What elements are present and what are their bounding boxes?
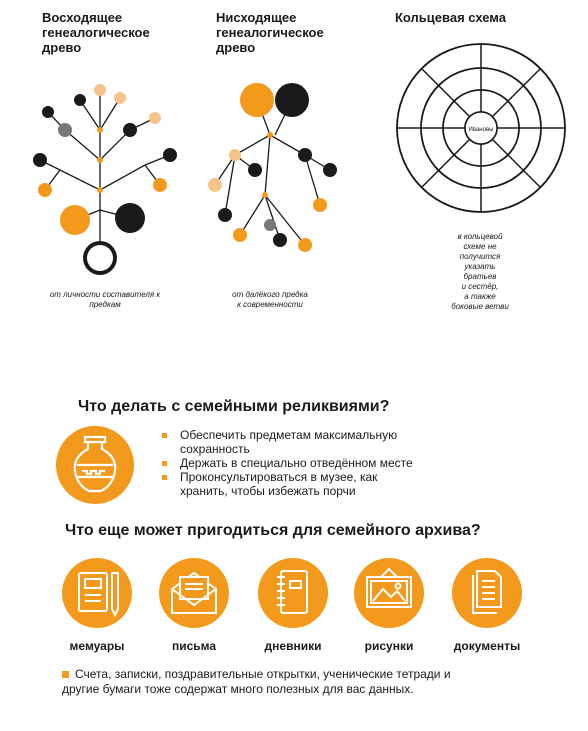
- archive-heading: Что еще может пригодиться для семейного архива?: [65, 522, 481, 539]
- descending-tree-title: [216, 10, 324, 55]
- title-line: генеалогическое: [216, 25, 324, 40]
- title-line: Нисходящее: [216, 10, 297, 25]
- caption-line: от далёкого предка: [232, 290, 308, 299]
- diary-icon: [257, 557, 329, 629]
- category-label-documents: документы: [453, 639, 521, 653]
- category-label-letters: письма: [171, 639, 217, 653]
- ring-scheme-diagram: [395, 42, 567, 214]
- footer-line: другие бумаги тоже содержат много полезных для вас данных.: [62, 682, 414, 696]
- ring-scheme-caption: [440, 232, 520, 312]
- caption-line: и сестёр,: [461, 282, 499, 291]
- caption-line: от личности составителя к: [49, 290, 161, 299]
- category-label-memoirs: мемуары: [69, 639, 125, 653]
- archive-footer-note: [62, 667, 542, 697]
- caption-line: получится: [459, 252, 501, 261]
- caption-line: а также: [464, 292, 496, 301]
- bullet-square-icon: [62, 671, 69, 678]
- notebook-pencil-icon: [61, 557, 133, 629]
- item-line: сохранность: [180, 442, 250, 456]
- ascending-tree-diagram: [20, 70, 190, 280]
- descending-tree-diagram: [195, 75, 345, 265]
- title-line: древо: [42, 40, 82, 55]
- ring-center-label: Ивановы: [468, 127, 494, 133]
- vase-icon: [55, 425, 135, 505]
- footer-line: Счета, записки, поздравительные открытки, ученические тетради и: [75, 667, 451, 681]
- category-label-diaries: дневники: [264, 639, 322, 653]
- item-line: Держать в специально отведённом месте: [180, 456, 413, 470]
- caption-line: схеме не: [463, 242, 497, 251]
- caption-line: боковые ветви: [451, 302, 509, 311]
- ascending-tree-title: [42, 10, 150, 55]
- caption-line: к современности: [237, 300, 303, 309]
- descending-tree-caption: [195, 290, 345, 310]
- title-line: Восходящее: [42, 10, 123, 25]
- caption-line: предкам: [89, 300, 121, 309]
- item-line: Обеспечить предметам максимальную: [180, 428, 398, 442]
- item-line: Проконсультироваться в музее, как: [180, 470, 378, 484]
- item-line: хранить, чтобы избежать порчи: [180, 484, 356, 498]
- title-line: генеалогическое: [42, 25, 150, 40]
- title-line: древо: [216, 40, 256, 55]
- ring-scheme-title: Кольцевая схема: [395, 10, 506, 25]
- ascending-tree-caption: [20, 290, 190, 310]
- relics-list: [160, 428, 480, 498]
- documents-icon: [451, 557, 523, 629]
- picture-icon: [353, 557, 425, 629]
- caption-line: указать: [464, 262, 496, 271]
- relics-heading: Что делать с семейными реликвиями?: [78, 398, 390, 415]
- list-item: [160, 456, 480, 470]
- list-item: [160, 470, 480, 498]
- caption-line: братьев: [463, 272, 497, 281]
- envelope-icon: [158, 557, 230, 629]
- caption-line: в кольцевой: [457, 232, 503, 241]
- category-label-drawings: рисунки: [364, 639, 414, 653]
- list-item: [160, 428, 480, 456]
